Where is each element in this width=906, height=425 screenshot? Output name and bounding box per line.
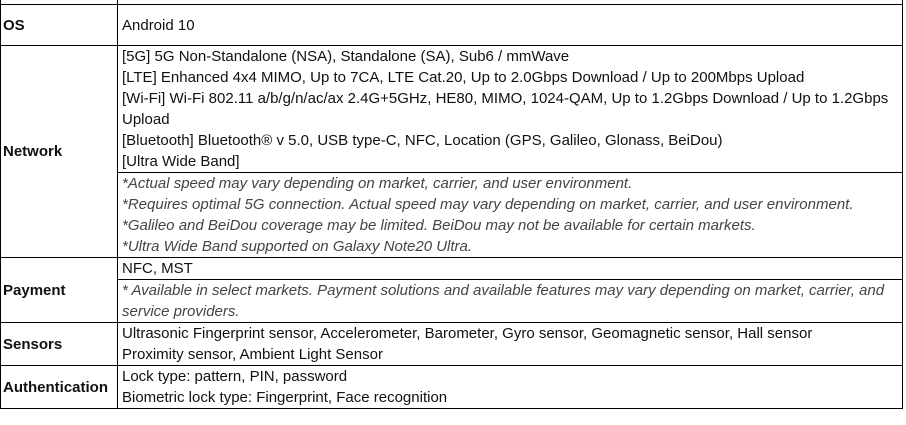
network-line-lte: [LTE] Enhanced 4x4 MIMO, Up to 7CA, LTE Cat.20, Up to 2.0Gbps Download / Up to 200Mbps Upload (122, 69, 805, 86)
sensors-label: Sensors (1, 323, 118, 366)
network-note-speed: *Actual speed may vary depending on market, carrier, and user environment. (122, 175, 633, 192)
authentication-label: Authentication (1, 366, 118, 409)
network-line-wifi: [Wi-Fi] Wi-Fi 802.11 a/b/g/n/ac/ax 2.4G+5GHz, HE80, MIMO, 1024-QAM, Up to 1.2Gbps Download / Up to 1.2Gbps Upload (122, 90, 889, 128)
authentication-line-biometric: Biometric lock type: Fingerprint, Face recognition (122, 389, 448, 406)
network-line-uwb: [Ultra Wide Band] (122, 153, 240, 170)
sensors-line-2: Proximity sensor, Ambient Light Sensor (122, 346, 383, 363)
sensors-line-1: Ultrasonic Fingerprint sensor, Accelerometer, Barometer, Gyro sensor, Geomagnetic sensor, Hall sensor (122, 325, 813, 342)
network-label: Network (1, 46, 118, 258)
spec-row-authentication (1, 366, 903, 409)
network-specs (118, 46, 903, 173)
spec-row-payment-note (1, 280, 903, 323)
network-note-5g: *Requires optimal 5G connection. Actual speed may vary depending on market, carrier, and user environment. (122, 196, 854, 213)
spec-row-network-notes (1, 173, 903, 258)
spec-row-network (1, 46, 903, 173)
os-value: Android 10 (118, 5, 903, 46)
network-line-bluetooth: [Bluetooth] Bluetooth® v 5.0, USB type-C, NFC, Location (GPS, Galileo, Glonass, BeiDou) (122, 132, 723, 149)
network-note-uwb: *Ultra Wide Band supported on Galaxy Note20 Ultra. (122, 238, 473, 255)
authentication-line-lock: Lock type: pattern, PIN, password (122, 368, 348, 385)
authentication-value (118, 366, 903, 409)
payment-label: Payment (1, 258, 118, 323)
payment-note: * Available in select markets. Payment solutions and available features may vary depending on market, carrier, and service providers. (122, 282, 885, 320)
network-notes (118, 173, 903, 258)
payment-note-cell (118, 280, 903, 323)
sensors-value (118, 323, 903, 366)
spec-row-os (1, 5, 903, 46)
network-line-5g: [5G] 5G Non-Standalone (NSA), Standalone (SA), Sub6 / mmWave (122, 48, 570, 65)
payment-value: NFC, MST (118, 258, 903, 280)
os-label: OS (1, 5, 118, 46)
spec-row-payment (1, 258, 903, 280)
spec-row-sensors (1, 323, 903, 366)
network-note-gnss: *Galileo and BeiDou coverage may be limited. BeiDou may not be available for certain markets. (122, 217, 756, 234)
